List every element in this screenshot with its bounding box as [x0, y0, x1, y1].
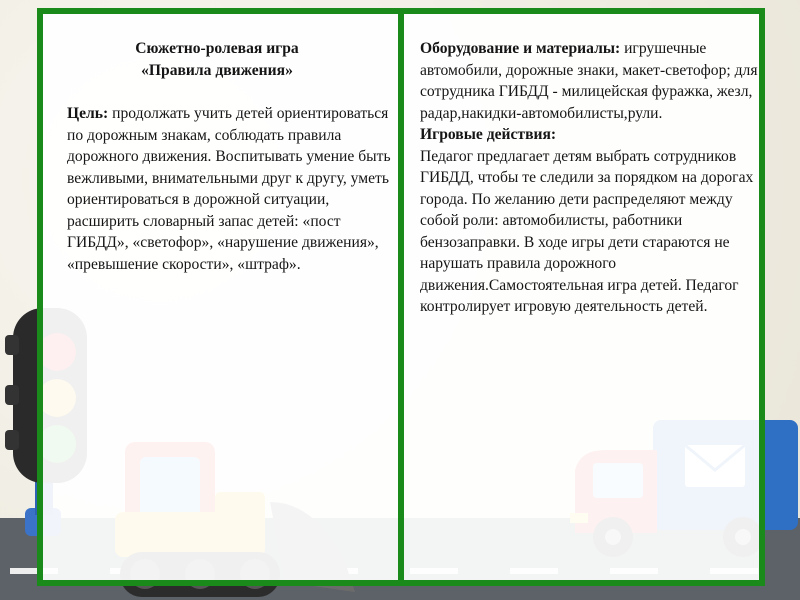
panel-divider — [398, 14, 404, 580]
equipment-text: игрушечные автомобили, дорожные знаки, макет-светофор; для сотрудника ГИБДД - милицейская фуражка, жезл, радар,накидки-автомобилисты,рули. — [420, 40, 758, 122]
game-title — [67, 38, 367, 81]
actions-label-text: Игровые действия: — [420, 126, 557, 143]
equipment-label: Оборудование и материалы: — [420, 40, 621, 57]
title-line-1: Сюжетно-ролевая игра — [135, 40, 299, 57]
left-text-block — [67, 38, 392, 275]
goal-paragraph — [67, 103, 392, 275]
goal-text: продолжать учить детей ориентироваться по дорожным знакам, соблюдать правила дорожного движения. Воспитывать умение быть вежливыми, внимательными друг к другу, уметь ориентироваться в дорожной ситуации, расширить словарный запас детей: «пост ГИБДД», «светофор», «нарушение движения», «превышение скорости», «штраф». — [67, 105, 391, 273]
right-text-block — [420, 38, 760, 318]
goal-label: Цель: — [67, 105, 109, 122]
actions-label — [420, 124, 760, 146]
title-line-2: «Правила движения» — [141, 61, 293, 79]
equipment-paragraph — [420, 38, 760, 124]
actions-text: Педагог предлагает детям выбрать сотрудников ГИБДД, чтобы те следили за порядком на дорогах города. По желанию дети распределяют между собой роли: автомобилисты, работники бензозаправки. В ходе игры дети стараются не нарушать правила дорожного движения.Самостоятельная игра детей. Педагог контролирует игровую деятельность детей. — [420, 147, 754, 315]
